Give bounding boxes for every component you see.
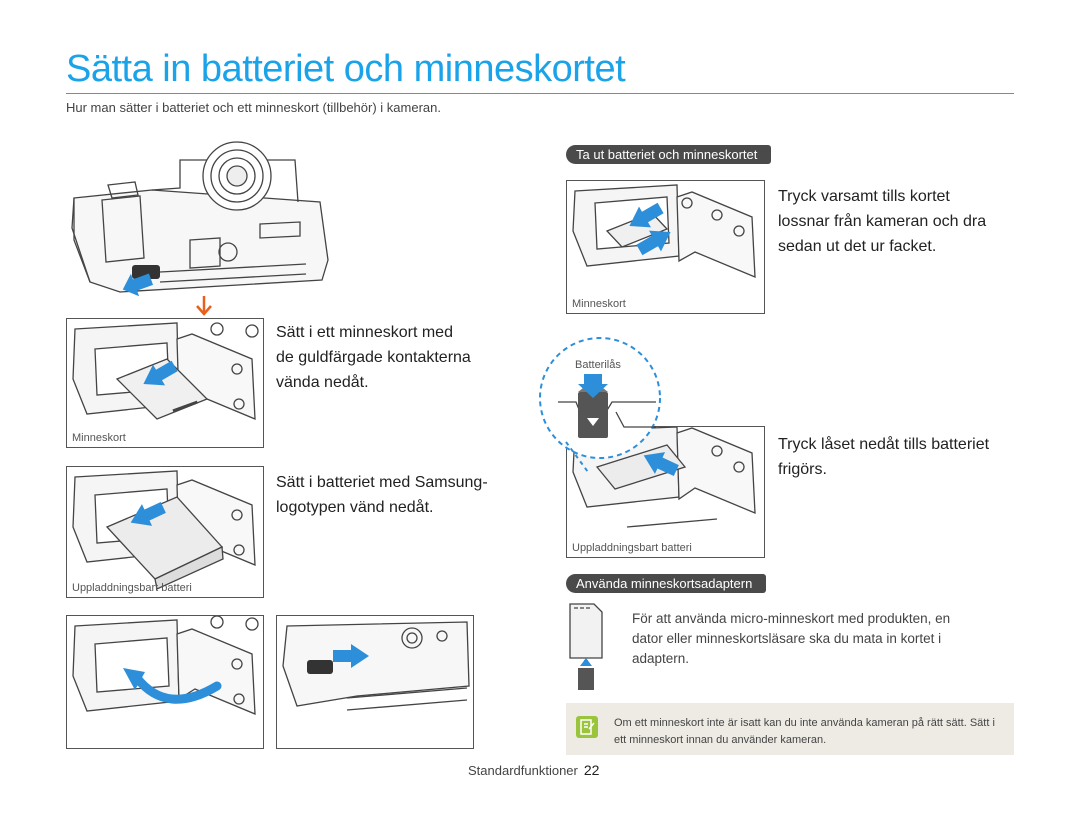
instruction-line: Sätt i batteriet med Samsung-: [276, 474, 488, 491]
instruction-line: vända nedåt.: [276, 374, 369, 391]
remove-battery-caption: Uppladdningsbart batteri: [572, 542, 692, 554]
note-line: ett minneskort innan du använder kameran.: [614, 734, 827, 746]
remove-battery-instructions: [778, 432, 989, 482]
page-title: Sätta in batteriet och minneskortet: [66, 48, 626, 90]
lock-cover-illustration: [276, 615, 474, 749]
instruction-line: lossnar från kameran och dra: [778, 213, 987, 230]
title-divider: [66, 93, 1014, 94]
note-icon: [576, 716, 598, 738]
remove-card-instructions: [778, 184, 986, 259]
instruction-line: frigörs.: [778, 461, 827, 478]
instruction-line: För att använda micro-minneskort med produkten, en: [632, 611, 951, 626]
page-footer: [468, 762, 599, 778]
instruction-line: sedan ut det ur facket.: [778, 238, 937, 255]
instruction-line: dator eller minneskortsläsare ska du mata in kortet i: [632, 631, 942, 646]
insert-battery-illustration: [66, 466, 264, 598]
instruction-line: logotypen vänd nedåt.: [276, 499, 434, 516]
battery-lock-label: Batterilås: [575, 359, 621, 371]
instruction-line: Tryck låset nedåt tills batteriet: [778, 436, 990, 453]
adapter-instructions: [632, 609, 950, 669]
note-text: [614, 715, 995, 749]
note-box: [566, 703, 1014, 755]
memory-card-adapter-icon: [566, 600, 606, 696]
note-line: Om ett minneskort inte är isatt kan du inte använda kameran på rätt sätt. Sätt i: [614, 717, 995, 729]
close-cover-illustration: [66, 615, 264, 749]
remove-card-caption: Minneskort: [572, 298, 626, 310]
remove-card-illustration: [566, 180, 765, 314]
battery-lock-zoom: [536, 332, 666, 472]
insert-card-instructions: [276, 320, 471, 395]
instruction-line: de guldfärgade kontakterna: [276, 349, 471, 366]
camera-bottom-illustration: [60, 140, 335, 300]
instruction-line: Sätt i ett minneskort med: [276, 324, 453, 341]
insert-battery-instructions: [276, 470, 488, 520]
instruction-line: Tryck varsamt tills kortet: [778, 188, 950, 205]
adapter-section-heading: Använda minneskortsadaptern: [566, 574, 766, 593]
footer-section: Standardfunktioner: [468, 763, 578, 778]
insert-card-illustration: [66, 318, 264, 448]
down-arrow-icon: [194, 296, 214, 318]
remove-section-heading: Ta ut batteriet och minneskortet: [566, 145, 771, 164]
page-subtitle: Hur man sätter i batteriet och ett minneskort (tillbehör) i kameran.: [66, 100, 441, 115]
card-caption: Minneskort: [72, 432, 126, 444]
page-number: 22: [583, 762, 600, 778]
instruction-line: adaptern.: [632, 651, 690, 666]
battery-caption: Uppladdningsbart batteri: [72, 582, 192, 594]
